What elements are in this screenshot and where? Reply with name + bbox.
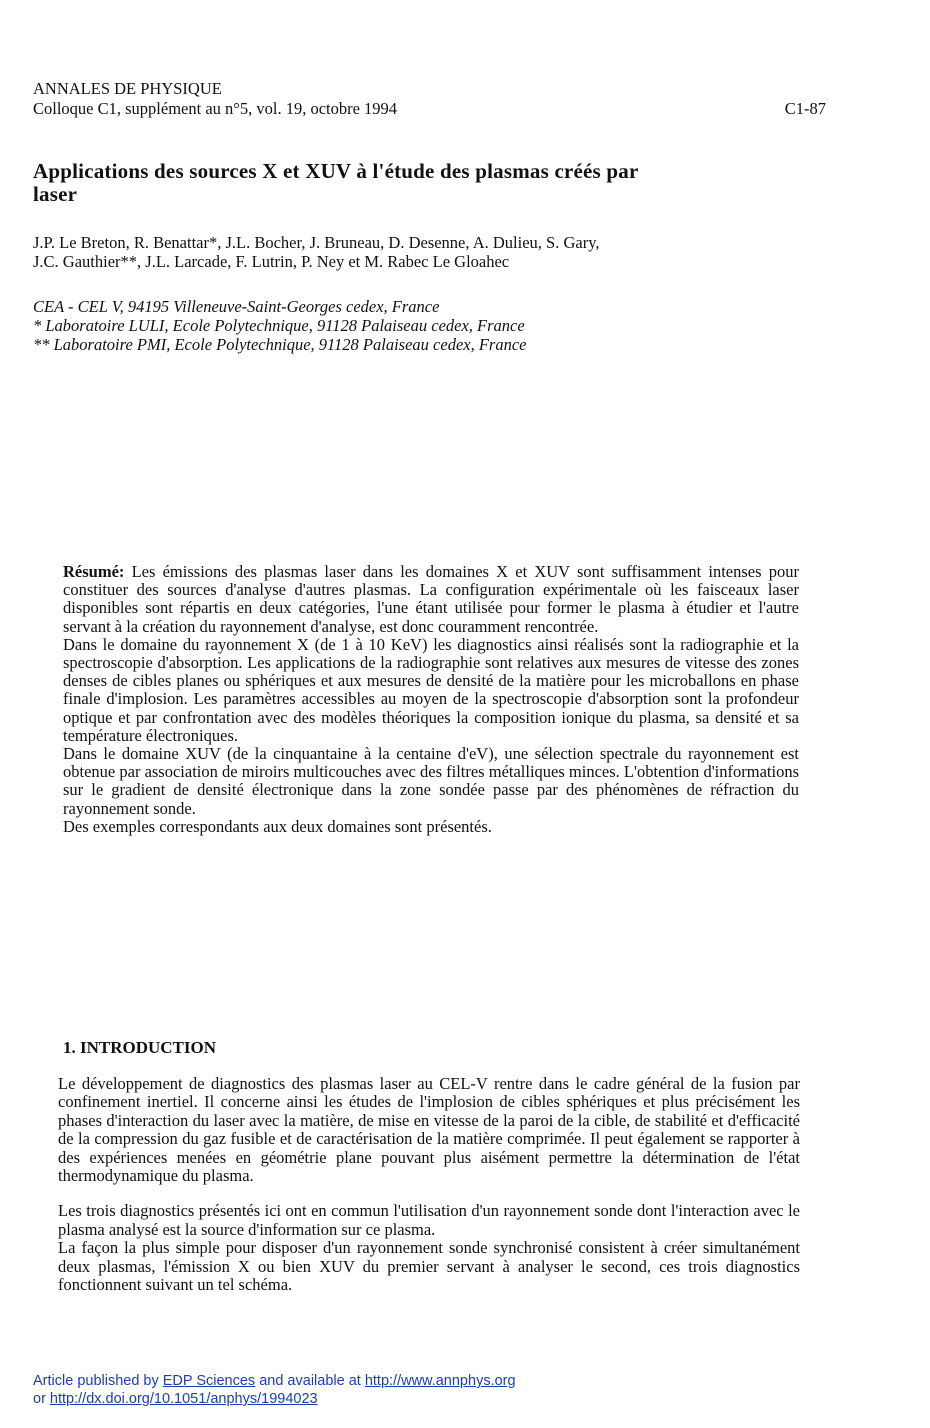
- footer-prefix: Article published by: [33, 1373, 163, 1389]
- publication-footer: [33, 1372, 516, 1408]
- page-number: C1-87: [784, 99, 826, 118]
- colloque-info: Colloque C1, supplément au n°5, vol. 19, octobre 1994: [33, 99, 398, 118]
- paper-title: [33, 160, 823, 206]
- authors-line-2: J.C. Gauthier**, J.L. Larcade, F. Lutrin, P. Ney et M. Rabec Le Gloahec: [33, 252, 510, 271]
- authors-line-1: J.P. Le Breton, R. Benattar*, J.L. Bocher, J. Bruneau, D. Desenne, A. Dulieu, S. Gary,: [33, 233, 600, 252]
- abstract-text-1: Les émissions des plasmas laser dans les domaines X et XUV sont suffisamment intenses pour constituer des sources d'analyse d'autres plasmas. La configuration expérimentale où les faisceaux laser disponibles sont répartis en deux catégories, l'une étant utilisée pour former le plasma à étudier et l'autre servant à la création du rayonnement d'analyse, est donc couramment rencontrée.: [63, 562, 799, 636]
- intro-paragraph-1: Le développement de diagnostics des plasmas laser au CEL-V rentre dans le cadre général de la fusion par confinement inertiel. Il concerne ainsi les études de l'implosion de cibles sphériques et plus précisément les phases d'interaction du laser avec la matière, de mise en vitesse de la paroi de la cible, de stabilité et d'efficacité de la compression du gaz fusible et de caractérisation de la matière comprimée. Il peut également se rapporter à des expériences menées en géométrie plane pouvant plus aisément permettre la détermination de l'état thermodynamique du plasma.: [58, 1074, 800, 1186]
- journal-url-link[interactable]: http://www.annphys.org: [364, 1373, 516, 1389]
- intro-paragraph-2: Les trois diagnostics présentés ici ont en commun l'utilisation d'un rayonnement sonde dont l'interaction avec le plasma analysé est la source d'information sur ce plasma.: [58, 1201, 800, 1239]
- affiliation-luli: * Laboratoire LULI, Ecole Polytechnique, 91128 Palaiseau cedex, France: [33, 316, 525, 335]
- title-line-2: laser: [33, 182, 78, 206]
- footer-line-2: [33, 1390, 516, 1408]
- abstract: [63, 563, 799, 836]
- publisher-link[interactable]: EDP Sciences: [162, 1373, 256, 1389]
- affiliation-cea: CEA - CEL V, 94195 Villeneuve-Saint-Georges cedex, France: [33, 297, 440, 316]
- abstract-paragraph-1: [63, 563, 799, 636]
- affiliations: [33, 297, 527, 354]
- introduction-body: [58, 1075, 800, 1294]
- footer-middle: and available at: [255, 1373, 365, 1389]
- intro-paragraph-3: La façon la plus simple pour disposer d'un rayonnement sonde synchronisé consistent à créer simultanément deux plasmas, l'émission X ou bien XUV du premier servant à analyser le second, ces trois diagnostics fonctionnent suivant un tel schéma.: [58, 1238, 800, 1295]
- abstract-paragraph-3: Dans le domaine XUV (de la cinquantaine à la centaine d'eV), une sélection spectrale du rayonnement est obtenue par association de miroirs multicouches avec des filtres métalliques minces. L'obtention d'informations sur le gradient de densité électronique dans la zone sondée passe par des phénomènes de réfraction du rayonnement sonde.: [63, 744, 799, 818]
- section-heading-introduction: 1. INTRODUCTION: [63, 1038, 217, 1057]
- footer-line-1: [33, 1372, 516, 1390]
- journal-name: ANNALES DE PHYSIQUE: [33, 79, 222, 98]
- abstract-label: Résumé:: [63, 562, 125, 581]
- abstract-paragraph-4: Des exemples correspondants aux deux domaines sont présentés.: [63, 816, 492, 836]
- title-line-1: Applications des sources X et XUV à l'étude des plasmas créés par: [33, 159, 639, 183]
- affiliation-pmi: ** Laboratoire PMI, Ecole Polytechnique, 91128 Palaiseau cedex, France: [33, 335, 527, 354]
- abstract-paragraph-2: Dans le domaine du rayonnement X (de 1 à 10 KeV) les diagnostics ainsi réalisés sont la radiographie et la spectroscopie d'absorption. Les applications de la radiographie sont relatives aux mesures de vitesse des zones denses de cibles planes ou sphériques et aux mesures de densité de la matière pour les microballons en phase finale d'implosion. Les paramètres accessibles au moyen de la spectroscopie d'absorption sont la profondeur optique et par confrontation avec des modèles théoriques la composition ionique du plasma, sa densité et sa température électroniques.: [63, 634, 799, 745]
- footer-or: or: [33, 1391, 50, 1407]
- journal-header: [33, 79, 397, 119]
- author-list: [33, 233, 813, 271]
- doi-link[interactable]: http://dx.doi.org/10.1051/anphys/1994023: [49, 1391, 318, 1407]
